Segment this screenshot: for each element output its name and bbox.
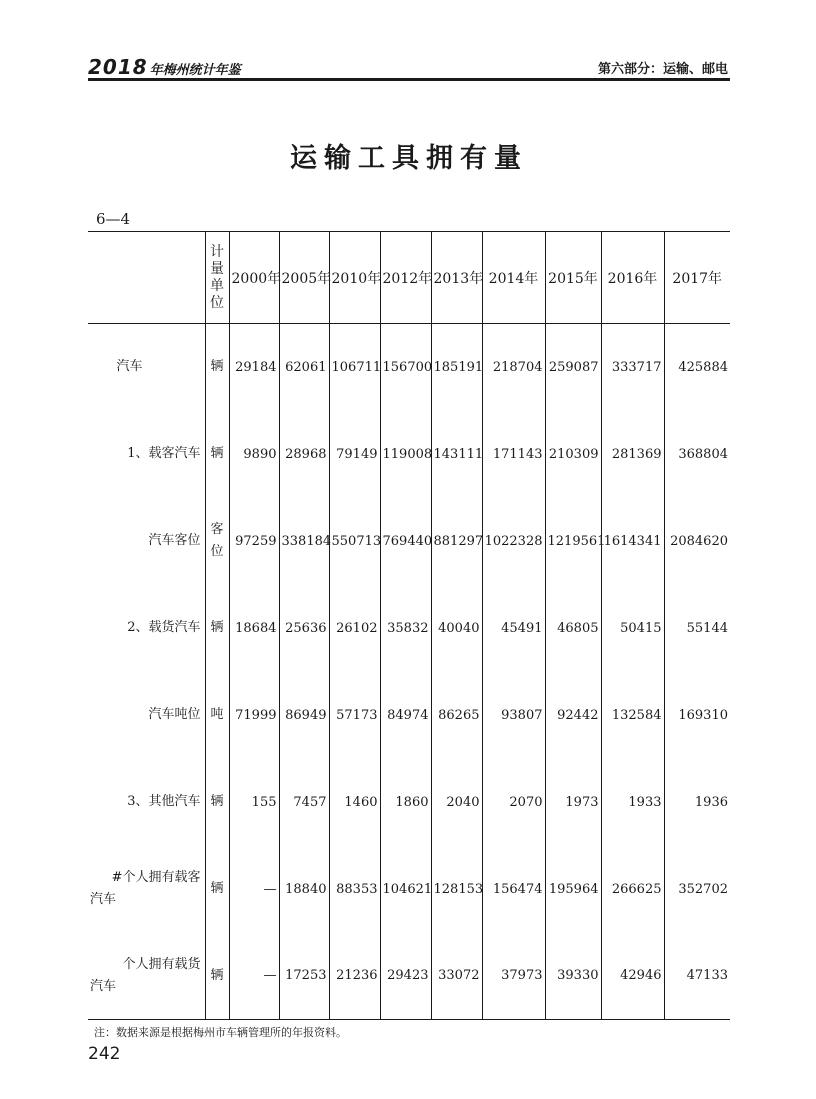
table-cell: 119008	[380, 411, 431, 498]
table-cell: 1614341	[601, 498, 664, 585]
table-cell: 1936	[664, 759, 730, 846]
table-cell: 21236	[329, 933, 380, 1020]
table-cell: 143111	[431, 411, 482, 498]
table-cell: 281369	[601, 411, 664, 498]
header-year: 2014年	[482, 232, 545, 324]
table-cell: 93807	[482, 672, 545, 759]
section-title: 第六部分：运输、邮电	[597, 62, 728, 77]
table-row	[88, 585, 730, 672]
table-cell: 156700	[380, 324, 431, 411]
header-year: 2013年	[431, 232, 482, 324]
table-header-row	[88, 232, 730, 324]
row-unit: 辆	[205, 846, 229, 933]
table-cell: 47133	[664, 933, 730, 1020]
table-cell: 259087	[545, 324, 601, 411]
footnote: 注：数据来源是根据梅州市车辆管理所的年报资料。	[94, 1026, 347, 1039]
page-title: 运输工具拥有量	[290, 143, 528, 174]
table-row	[88, 324, 730, 411]
row-label: 3、其他汽车	[127, 794, 201, 809]
header-item-blank	[88, 232, 205, 324]
table-cell: 46805	[545, 585, 601, 672]
table-cell: 45491	[482, 585, 545, 672]
table-cell: 338184	[279, 498, 329, 585]
table-cell: 169310	[664, 672, 730, 759]
row-label-line: 个人拥有载货	[122, 956, 201, 972]
table-row	[88, 933, 730, 1020]
row-label-line: #个人拥有载客	[111, 870, 201, 885]
table-cell: 50415	[601, 585, 664, 672]
row-label-line: 汽车	[90, 892, 117, 907]
table-cell: 1219561	[545, 498, 601, 585]
table-cell: 1022328	[482, 498, 545, 585]
table-cell: 33072	[431, 933, 482, 1020]
table-cell: 25636	[279, 585, 329, 672]
table-cell: 79149	[329, 411, 380, 498]
table-cell: 368804	[664, 411, 730, 498]
table-cell: 18684	[229, 585, 279, 672]
row-unit: 客位	[205, 498, 229, 585]
table-cell: 29184	[229, 324, 279, 411]
table-cell: 39330	[545, 933, 601, 1020]
table-cell: 35832	[380, 585, 431, 672]
table-cell: —	[229, 933, 279, 1020]
table-row	[88, 759, 730, 846]
table-cell: 40040	[431, 585, 482, 672]
table-cell: 106711	[329, 324, 380, 411]
table-row	[88, 672, 730, 759]
table-cell: 86949	[279, 672, 329, 759]
table-cell: 352702	[664, 846, 730, 933]
table-cell: 88353	[329, 846, 380, 933]
row-unit: 吨	[205, 672, 229, 759]
table-cell: 1973	[545, 759, 601, 846]
header-unit: 计量单位	[205, 232, 229, 324]
header-year: 2016年	[601, 232, 664, 324]
table-row	[88, 498, 730, 585]
row-label-line: 汽车	[90, 978, 117, 994]
table-row	[88, 411, 730, 498]
table-cell: 28968	[279, 411, 329, 498]
table-cell: 9890	[229, 411, 279, 498]
table-cell: 18840	[279, 846, 329, 933]
row-unit: 辆	[205, 411, 229, 498]
table-cell: 881297	[431, 498, 482, 585]
table-cell: 266625	[601, 846, 664, 933]
yearbook-year: 2018	[88, 55, 148, 79]
table-cell: 97259	[229, 498, 279, 585]
header-year: 2000年	[229, 232, 279, 324]
table-cell: 550713	[329, 498, 380, 585]
table-cell: 92442	[545, 672, 601, 759]
row-label	[88, 933, 205, 1020]
header-year: 2010年	[329, 232, 380, 324]
table-cell: 42946	[601, 933, 664, 1020]
row-label: 1、载客汽车	[127, 446, 201, 461]
table-row	[88, 846, 730, 933]
header-year: 2017年	[664, 232, 730, 324]
table-cell: 2040	[431, 759, 482, 846]
table-cell: 195964	[545, 846, 601, 933]
row-unit: 辆	[205, 933, 229, 1020]
row-unit: 辆	[205, 759, 229, 846]
table-cell: 128153	[431, 846, 482, 933]
row-label: 汽车客位	[148, 533, 201, 548]
table-cell: 26102	[329, 585, 380, 672]
table-cell: 86265	[431, 672, 482, 759]
vehicle-ownership-table	[88, 231, 730, 1020]
header-rule	[88, 78, 730, 81]
table-cell: 71999	[229, 672, 279, 759]
table-cell: 769440	[380, 498, 431, 585]
table-number: 6—4	[96, 210, 131, 228]
row-unit: 辆	[205, 324, 229, 411]
row-unit: 辆	[205, 585, 229, 672]
table-cell: 1860	[380, 759, 431, 846]
table-cell: 156474	[482, 846, 545, 933]
header-year: 2015年	[545, 232, 601, 324]
table-cell: 1933	[601, 759, 664, 846]
table-cell: 2084620	[664, 498, 730, 585]
table-cell: 132584	[601, 672, 664, 759]
table-cell: 171143	[482, 411, 545, 498]
table-cell: 210309	[545, 411, 601, 498]
table-cell: 2070	[482, 759, 545, 846]
table-cell: 185191	[431, 324, 482, 411]
table-cell: 7457	[279, 759, 329, 846]
running-header	[88, 52, 730, 80]
table-cell: 57173	[329, 672, 380, 759]
table-cell: 104621	[380, 846, 431, 933]
row-label: 汽车	[116, 359, 143, 375]
header-year: 2005年	[279, 232, 329, 324]
table-cell: 155	[229, 759, 279, 846]
table-cell: 62061	[279, 324, 329, 411]
table-cell: 218704	[482, 324, 545, 411]
table-cell: 29423	[380, 933, 431, 1020]
table-cell: 55144	[664, 585, 730, 672]
yearbook-name: 年梅州统计年鉴	[149, 63, 241, 78]
table-cell: —	[229, 846, 279, 933]
table-cell: 17253	[279, 933, 329, 1020]
yearbook-title	[88, 55, 241, 79]
row-label: 2、载货汽车	[127, 620, 201, 635]
table-cell: 333717	[601, 324, 664, 411]
row-label: 汽车吨位	[148, 707, 201, 722]
table-cell: 84974	[380, 672, 431, 759]
table-cell: 1460	[329, 759, 380, 846]
table-cell: 37973	[482, 933, 545, 1020]
table-cell: 425884	[664, 324, 730, 411]
row-label	[88, 846, 205, 933]
header-year: 2012年	[380, 232, 431, 324]
page-number: 242	[88, 1044, 121, 1064]
